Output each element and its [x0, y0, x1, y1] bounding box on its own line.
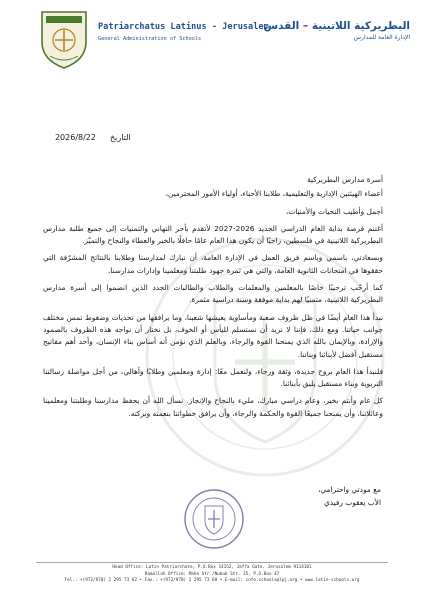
letterhead-footer [36, 562, 388, 585]
paragraph-circumstances: نبدأ هذا العام أيضًا في ظل ظروف صعبة ومأساوية يعيشها شعبنا، وما يرافقها من تحديات وضغوط تمس مختلف جوانب حياتنا. ومع ذلك، فإننا لا نريد أن نستسلم لليأس أو الخوف، بل نختار أن نواجه هذه الظروف بالصمود والإرادة، وبالإيمان بالله الذي يمنحنا القوة والرجاء، وبالعلم الذي نؤمن أنه أساس بناء الإنسان، وأحد أهم مفاتيح مستقبل أفضل لأبنائنا وبناتنا. [43, 312, 383, 359]
closing-line: مع مودتي واحترامي، [318, 485, 381, 494]
salutation-line-1: أسرة مدارس البطريركية [307, 175, 383, 184]
paragraph-new-spirit: فلنبدأ هذا العام بروح جديدة، وثقة ورجاء، ولنعمل معًا: إدارة ومعلمين وطلابًا وأهالي، من أجل مواصلة رسالتنا التربوية وبناء مستقبل يليق بأبنائنا. [43, 366, 383, 389]
paragraph-blessing: كل عام وأنتم بخير، وعام دراسي مبارك، مليء بالنجاح والإنجاز. نسأل الله أن يحفظ مدارسنا وطلبتنا ومعلمينا وعائلاتنا، وأن يمنحنا جميعًا القوة والحكمة والرجاء، وأن يرافق خطواتنا بنعمته وبركته. [43, 396, 383, 418]
header-latin-title: Patriarchatus Latinus - Jerusalem [98, 22, 269, 32]
header-arabic-block [260, 20, 410, 41]
letter-date: 2026/8/22 [54, 133, 96, 142]
letter-date-label: التاريخ [110, 133, 131, 142]
footer-contact: Tel.: +(972/970) 2 295 73 62 • Fax.: +(972/970) 2 295 73 68 • E-mail: info.schools@lpj.org • www.latin-schools.org [64, 578, 360, 584]
header-arabic-subtitle: الإدارة العامة للمدارس [353, 34, 410, 41]
paragraph-welcome: كما أرحّب ترحيبًا خاصًا بالمعلمين والمعلمات والطلاب والطالبات الجدد الذين انضموا إلى أسرة مدارس البطريركية اللاتينية، متمنيًا لهم بداية موفقة وسنة دراسية مثمرة. [43, 283, 383, 305]
header-arabic-title: البطريركية اللاتينية – القدس [263, 20, 410, 32]
school-crest-logo [36, 8, 92, 70]
footer-ramallah-office: Ramallah Office: Mahe Str./Nubub Str. 35, P.O.Box 47 [144, 571, 280, 577]
header-latin-subtitle: General Administration of Schools [98, 36, 202, 42]
official-seal-stamp [183, 488, 245, 550]
footer-head-office: Head Office: Latin Patriarchate, P.O.Box 14152, Jaffa Gate, Jerusalem 9114101 [112, 565, 312, 570]
signer-name: الأب يعقوب رفيدي [323, 497, 381, 507]
header-latin-block [98, 22, 269, 42]
letter-body [43, 174, 383, 425]
signature-block [318, 484, 381, 509]
greeting-line: أجمل وأطيب التحيات والأمنيات، [285, 206, 383, 216]
paragraph-results: وبسعادتي، باسمي وباسم فريق العمل في الإدارة العامة، أن نبارك لمدارسنا وطلابنا بالنتائج المشرّفة التي حققوها في امتحانات الثانوية العامة، والتي هي ثمرة جهود طلبتنا ومعلمينا وإدارات مدارسنا. [43, 253, 383, 275]
paragraph-opening: أغتنم فرصة بداية العام الدراسي الجديد 2026-2027 لأتقدم بأحر التهاني والتمنيات إلى جميع طلبة مدارس البطريركية اللاتينية في فلسطين، راجيًا أن يكون هذا العام عامًا حافلًا بالخير والعطاء والنجاح والتميّز. [43, 223, 384, 246]
salutation-line-2: أعضاء الهيئتين الإدارية والتعليمية، طلابنا الأحباء، أولياء الأمور المحترمين، [165, 189, 383, 199]
